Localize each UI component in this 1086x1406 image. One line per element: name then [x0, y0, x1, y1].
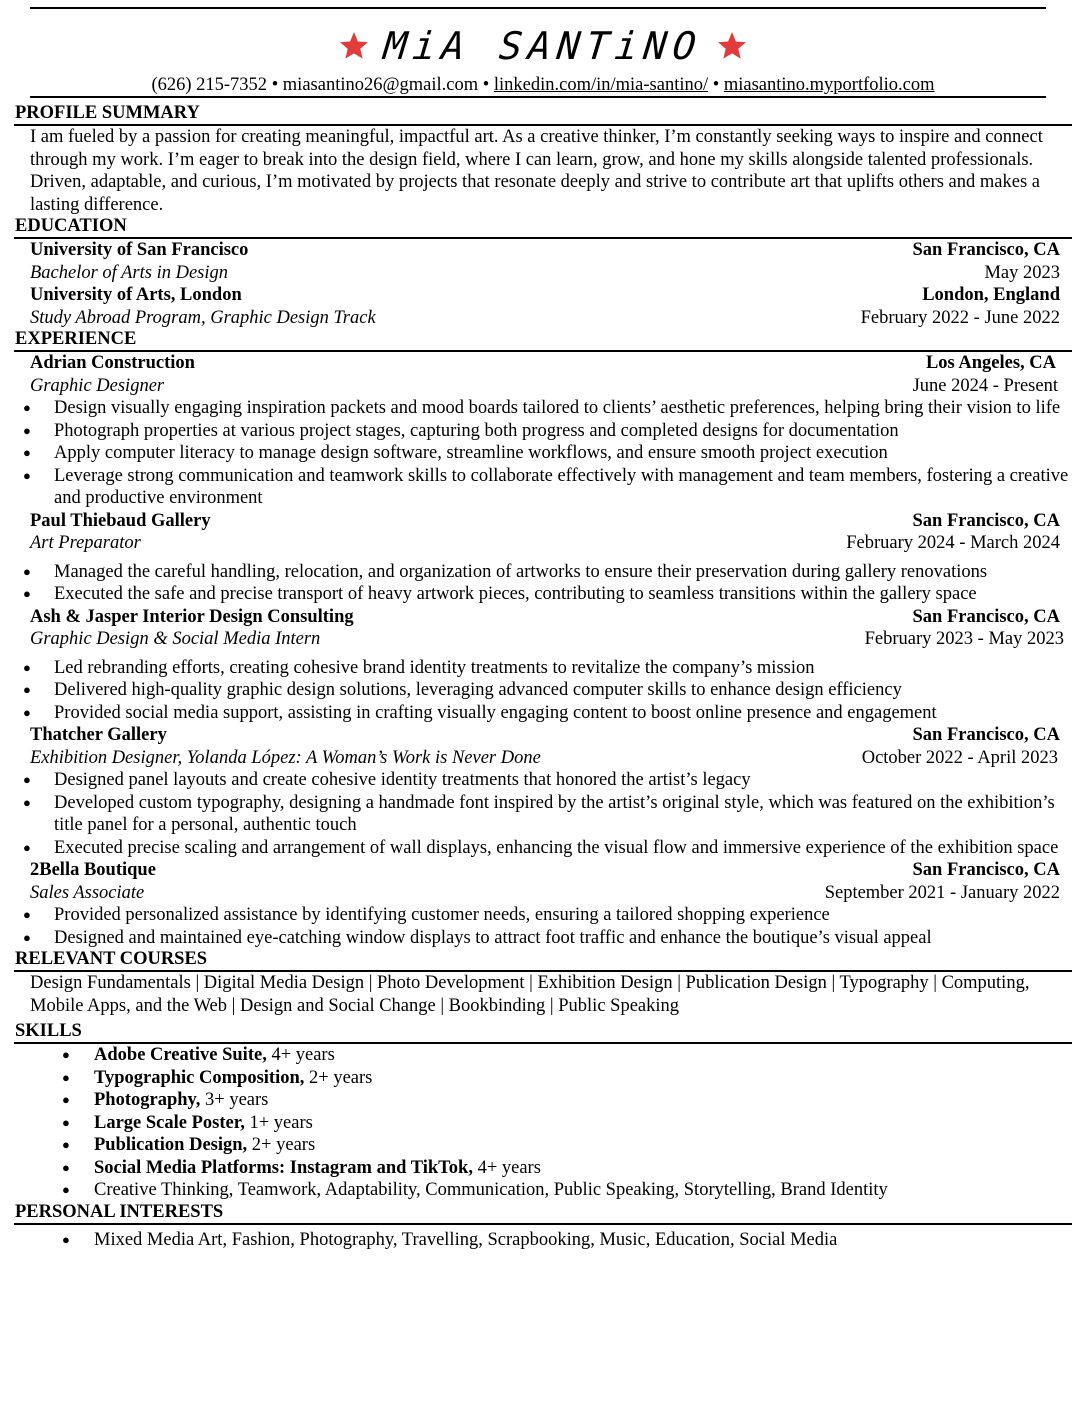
skill-detail: 1+ years [244, 1112, 313, 1133]
job-bullet: ● Apply computer literacy to manage design software, streamline workflows, and ensure smooth project execution [14, 442, 1072, 465]
job-location: San Francisco, CA [912, 510, 1060, 531]
contact-line [0, 74, 1086, 96]
school-location: London, England [922, 285, 1060, 305]
job-bullet: ● Executed the safe and precise transport of heavy artwork pieces, contributing to seamless transitions within the gallery space [14, 583, 1072, 606]
job-bullet: ● Designed panel layouts and create cohesive identity treatments that honored the artist’s legacy [14, 769, 1072, 792]
skill-detail: Creative Thinking, Teamwork, Adaptability, Communication, Public Speaking, Storytelling, Brand Identity [94, 1180, 888, 1200]
company-name: Adrian Construction [30, 353, 195, 373]
education-date: February 2022 - June 2022 [860, 307, 1060, 328]
job-date: February 2023 - May 2023 [864, 629, 1064, 649]
job-bullet: ● Design visually engaging inspiration packets and mood boards tailored to clients’ aesthetic preferences, helping bring their vision to life [14, 397, 1072, 420]
job-location: San Francisco, CA [912, 860, 1060, 880]
company-name: Paul Thiebaud Gallery [30, 510, 211, 531]
skill-name: Publication Design, [94, 1135, 248, 1155]
job-bullet: ● Leverage strong communication and teamwork skills to collaborate effectively with management and team members, fostering a creative and productive environment [14, 465, 1072, 510]
job-bullet: ● Provided personalized assistance by identifying customer needs, ensuring a tailored shopping experience [14, 904, 1072, 927]
skill-detail: 2+ years [304, 1067, 373, 1088]
job-bullet: ● Led rebranding efforts, creating cohesive brand identity treatments to revitalize the company’s mission [14, 657, 1072, 680]
skill-name: Photography, [94, 1090, 201, 1110]
courses-text: Design Fundamentals | Digital Media Design | Photo Development | Exhibition Design | Publication Design | Typography | Computing, Mobile Apps, and the Web | Design and Social Change | Bookbinding | Public Speaking [30, 973, 1030, 1016]
school-name: University of San Francisco [30, 240, 249, 260]
job-date: October 2022 - April 2023 [861, 747, 1058, 768]
job-bullets [14, 904, 1072, 949]
separator: • [478, 75, 494, 95]
job-location: San Francisco, CA [912, 606, 1060, 627]
education-entry [14, 239, 1072, 284]
section-title-profile: PROFILE SUMMARY [14, 103, 1072, 126]
job-bullet: ● Provided social media support, assisting in crafting visually engaging content to boost online presence and engagement [14, 702, 1072, 725]
degree: Bachelor of Arts in Design [30, 262, 229, 283]
portfolio-link[interactable]: miasantino.myportfolio.com [723, 75, 935, 95]
skill-name: Typographic Composition, [94, 1067, 305, 1088]
company-name: 2Bella Boutique [30, 860, 156, 880]
job-role: Art Preparator [30, 533, 141, 553]
email-address: miasantino26@gmail.com [282, 75, 479, 95]
skill-detail: 2+ years [247, 1135, 316, 1155]
skill-item [14, 1179, 1072, 1202]
skill-item [14, 1134, 1072, 1157]
star-icon [716, 30, 748, 62]
interests-item: ● Mixed Media Art, Fashion, Photography, Travelling, Scrapbooking, Music, Education, Social Media [14, 1229, 1072, 1252]
linkedin-link[interactable]: linkedin.com/in/mia-santino/ [493, 75, 709, 95]
job-bullet: ● Delivered high-quality graphic design solutions, leveraging advanced computer skills to enhance design efficiency [14, 679, 1072, 702]
job-bullet: ● Managed the careful handling, relocation, and organization of artworks to ensure their preservation during gallery renovations [14, 561, 1072, 584]
section-title-experience: EXPERIENCE [14, 329, 1072, 352]
job-date: September 2021 - January 2022 [824, 882, 1060, 903]
star-icon [338, 30, 370, 62]
job-entry [14, 606, 1072, 725]
separator: • [708, 75, 724, 95]
skill-name: Social Media Platforms: Instagram and TikTok, [94, 1157, 473, 1178]
skill-item [14, 1112, 1072, 1135]
education-entry [14, 284, 1072, 329]
job-location: San Francisco, CA [912, 725, 1060, 745]
phone-number: (626) 215-7352 [151, 75, 268, 95]
job-date: February 2024 - March 2024 [846, 533, 1060, 553]
skill-detail: 4+ years [472, 1157, 541, 1178]
resume-header [0, 18, 1086, 96]
job-entry [14, 724, 1072, 859]
skill-item [14, 1067, 1072, 1090]
header-divider [30, 96, 1046, 98]
skill-item [14, 1157, 1072, 1180]
job-bullets [14, 657, 1072, 725]
skill-name: Adobe Creative Suite, [94, 1045, 267, 1065]
top-divider [30, 7, 1046, 9]
skill-item [14, 1089, 1072, 1112]
skill-detail: 3+ years [200, 1090, 269, 1110]
company-name: Ash & Jasper Interior Design Consulting [30, 606, 354, 627]
job-date: June 2024 - Present [912, 375, 1058, 396]
job-bullet: ● Developed custom typography, designing a handmade font inspired by the artist’s original style, which was featured on the exhibition’s title panel for a personal, authentic touch [14, 792, 1072, 837]
company-name: Thatcher Gallery [30, 725, 167, 745]
section-title-skills: SKILLS [14, 1021, 1072, 1044]
section-title-interests: PERSONAL INTERESTS [14, 1202, 1072, 1225]
job-bullets [14, 561, 1072, 606]
name-row [0, 18, 1086, 74]
degree: Study Abroad Program, Graphic Design Track [30, 307, 376, 328]
interests-list [14, 1229, 1072, 1252]
profile-summary-text: I am fueled by a passion for creating meaningful, impactful art. As a creative thinker, I’m constantly seeking ways to inspire and connect through my work. I’m eager to break into the design field, where I can learn, grow, and hone my skills alongside talented professionals. Driven, adaptable, and curious, I’m motivated by projects that resonate deeply and strive to contribute art that uplifts others and makes a lasting difference. [30, 127, 1043, 215]
job-role: Exhibition Designer, Yolanda López: A Woman’s Work is Never Done [30, 747, 541, 768]
job-role: Sales Associate [30, 882, 145, 903]
school-location: San Francisco, CA [912, 240, 1060, 260]
job-bullet: ● Designed and maintained eye-catching window displays to attract foot traffic and enhance the boutique’s visual appeal [14, 927, 1072, 950]
education-date: May 2023 [984, 262, 1060, 283]
job-role: Graphic Design & Social Media Intern [30, 629, 321, 649]
resume-body [14, 103, 1072, 1251]
job-bullet: ● Photograph properties at various project stages, capturing both progress and completed designs for documentation [14, 420, 1072, 443]
skill-detail: 4+ years [266, 1045, 335, 1065]
job-entry [14, 510, 1072, 606]
job-entry [14, 859, 1072, 949]
separator: • [267, 75, 283, 95]
applicant-name: MiA SANTiNO [381, 23, 705, 68]
job-entry [14, 352, 1072, 510]
job-bullets [14, 397, 1072, 510]
skill-name: Large Scale Poster, [94, 1112, 245, 1133]
skills-list [14, 1044, 1072, 1202]
section-title-education: EDUCATION [14, 216, 1072, 239]
job-location: Los Angeles, CA [925, 353, 1056, 373]
job-bullets [14, 769, 1072, 859]
job-bullet: ● Executed precise scaling and arrangement of wall displays, enhancing the visual flow and immersive experience of the exhibition space [14, 837, 1072, 860]
school-name: University of Arts, London [30, 285, 242, 305]
job-role: Graphic Designer [30, 375, 165, 396]
skill-item [14, 1044, 1072, 1067]
section-title-courses: RELEVANT COURSES [14, 949, 1072, 972]
